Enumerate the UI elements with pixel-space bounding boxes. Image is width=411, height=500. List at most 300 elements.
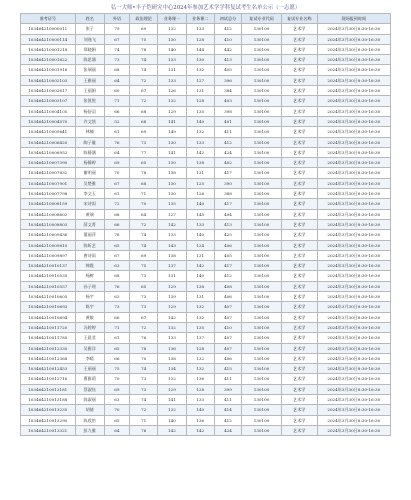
- subject-two-cell: 136: [186, 415, 214, 425]
- foreign-language-cell: 66: [104, 312, 129, 322]
- report-time-cell: 2024年3月30日8:30-16:30: [317, 302, 390, 312]
- subject-one-cell: 130: [158, 178, 186, 188]
- column-header: 外语: [104, 14, 129, 24]
- exam-id-cell: 103464210001622: [21, 55, 76, 65]
- subject-two-cell: 132: [186, 353, 214, 363]
- politics-cell: 76: [129, 333, 157, 343]
- name-cell: 陈淑丽: [75, 394, 104, 404]
- major-name-cell: 艺术学: [281, 116, 317, 126]
- subject-two-cell: 126: [186, 189, 214, 199]
- subject-one-cell: 137: [158, 261, 186, 271]
- major-name-cell: 艺术学: [281, 137, 317, 147]
- column-header: 初试总分: [214, 14, 241, 24]
- foreign-language-cell: 70: [104, 405, 129, 415]
- foreign-language-cell: 66: [104, 353, 129, 363]
- foreign-language-cell: 70: [104, 168, 129, 178]
- total-score-cell: 399: [214, 384, 241, 394]
- total-score-cell: 413: [214, 219, 241, 229]
- major-code-cell: 130100: [242, 106, 282, 116]
- report-time-cell: 2024年3月30日8:30-16:30: [317, 219, 390, 229]
- subject-two-cell: 127: [186, 75, 214, 85]
- total-score-cell: 417: [214, 168, 241, 178]
- report-time-cell: 2024年3月30日8:30-16:30: [317, 189, 390, 199]
- exam-id-cell: 103464210009897: [21, 250, 76, 260]
- politics-cell: 72: [129, 322, 157, 332]
- subject-one-cell: 132: [158, 96, 186, 106]
- major-name-cell: 艺术学: [281, 333, 317, 343]
- major-code-cell: 130100: [242, 353, 282, 363]
- table-row: [21, 292, 391, 302]
- major-name-cell: 艺术学: [281, 96, 317, 106]
- subject-one-cell: 130: [158, 34, 186, 44]
- name-cell: 薛文菁: [75, 219, 104, 229]
- subject-two-cell: 138: [186, 158, 214, 168]
- politics-cell: 71: [129, 415, 157, 425]
- subject-one-cell: 141: [158, 147, 186, 157]
- name-cell: 唐诗雨: [75, 250, 104, 260]
- foreign-language-cell: 68: [104, 209, 129, 219]
- name-cell: 陈思涵: [75, 55, 104, 65]
- subject-one-cell: 136: [158, 343, 186, 353]
- major-code-cell: 130100: [242, 415, 282, 425]
- subject-two-cell: 128: [186, 96, 214, 106]
- exam-id-cell: 103464210010694: [21, 312, 76, 322]
- subject-one-cell: 129: [158, 106, 186, 116]
- name-cell: 杨宇: [75, 292, 104, 302]
- table-row: [21, 230, 391, 240]
- politics-cell: 70: [129, 199, 157, 209]
- exam-id-cell: 103464210013235: [21, 405, 76, 415]
- subject-two-cell: 140: [186, 199, 214, 209]
- exam-id-cell: 103464210012368: [21, 353, 76, 363]
- exam-id-cell: 103464210013321: [21, 425, 76, 435]
- total-score-cell: 410: [214, 322, 241, 332]
- report-time-cell: 2024年3月30日8:30-16:30: [317, 96, 390, 106]
- politics-cell: 75: [129, 34, 157, 44]
- major-code-cell: 130100: [242, 168, 282, 178]
- foreign-language-cell: 75: [104, 364, 129, 374]
- politics-cell: 78: [129, 343, 157, 353]
- subject-two-cell: 131: [186, 86, 214, 96]
- subject-one-cell: 129: [158, 302, 186, 312]
- name-cell: 谢明丽: [75, 168, 104, 178]
- name-cell: 韩霞: [75, 261, 104, 271]
- major-name-cell: 艺术学: [281, 281, 317, 291]
- major-name-cell: 艺术学: [281, 44, 317, 54]
- subject-two-cell: 128: [186, 384, 214, 394]
- name-cell: 孙子瑶: [75, 281, 104, 291]
- subject-one-cell: 142: [158, 219, 186, 229]
- report-time-cell: 2024年3月30日8:30-16:30: [317, 425, 390, 435]
- exam-id-cell: 103464210001218: [21, 44, 76, 54]
- foreign-language-cell: 73: [104, 302, 129, 312]
- major-name-cell: 艺术学: [281, 343, 317, 353]
- subject-one-cell: 130: [158, 158, 186, 168]
- major-name-cell: 艺术学: [281, 292, 317, 302]
- politics-cell: 73: [129, 374, 157, 384]
- major-name-cell: 艺术学: [281, 312, 317, 322]
- table-row: [21, 415, 391, 425]
- foreign-language-cell: 69: [104, 384, 129, 394]
- politics-cell: 78: [129, 44, 157, 54]
- major-name-cell: 艺术学: [281, 261, 317, 271]
- table-row: [21, 271, 391, 281]
- subject-two-cell: 128: [186, 34, 214, 44]
- subject-one-cell: 132: [158, 322, 186, 332]
- major-name-cell: 艺术学: [281, 86, 317, 96]
- major-code-cell: 130100: [242, 333, 282, 343]
- major-name-cell: 艺术学: [281, 158, 317, 168]
- major-code-cell: 130100: [242, 250, 282, 260]
- politics-cell: 68: [129, 116, 157, 126]
- foreign-language-cell: 79: [104, 24, 129, 34]
- major-name-cell: 艺术学: [281, 353, 317, 363]
- table-row: [21, 364, 391, 374]
- politics-cell: 69: [129, 250, 157, 260]
- exam-id-cell: 103464210010557: [21, 281, 76, 291]
- foreign-language-cell: 66: [104, 106, 129, 116]
- foreign-language-cell: 61: [104, 189, 129, 199]
- major-code-cell: 130100: [242, 384, 282, 394]
- report-time-cell: 2024年3月30日8:30-16:30: [317, 65, 390, 75]
- total-score-cell: 407: [214, 312, 241, 322]
- table-header-row: [21, 14, 391, 24]
- table-row: [21, 168, 391, 178]
- exam-id-cell: 103464210011785: [21, 333, 76, 343]
- subject-two-cell: 140: [186, 230, 214, 240]
- subject-one-cell: 141: [158, 116, 186, 126]
- column-header: 复试专业代码: [242, 14, 282, 24]
- exam-id-cell: 103464210006420: [21, 137, 76, 147]
- foreign-language-cell: 64: [104, 147, 129, 157]
- major-name-cell: 艺术学: [281, 147, 317, 157]
- foreign-language-cell: 76: [104, 281, 129, 291]
- name-cell: 杨舒羽: [75, 106, 104, 116]
- exam-id-cell: 103464210000114: [21, 34, 76, 44]
- table-row: [21, 199, 391, 209]
- subject-one-cell: 127: [158, 209, 186, 219]
- subject-one-cell: 139: [158, 292, 186, 302]
- major-name-cell: 艺术学: [281, 168, 317, 178]
- politics-cell: 72: [129, 96, 157, 106]
- major-name-cell: 艺术学: [281, 189, 317, 199]
- total-score-cell: 407: [214, 333, 241, 343]
- report-time-cell: 2024年3月30日8:30-16:30: [317, 106, 390, 116]
- report-time-cell: 2024年3月30日8:30-16:30: [317, 261, 390, 271]
- subject-two-cell: 140: [186, 271, 214, 281]
- major-code-cell: 130100: [242, 55, 282, 65]
- subject-two-cell: 133: [186, 24, 214, 34]
- subject-one-cell: 133: [158, 333, 186, 343]
- exam-id-cell: 103464210012330: [21, 343, 76, 353]
- major-code-cell: 130100: [242, 281, 282, 291]
- name-cell: 黄敏: [75, 312, 104, 322]
- major-code-cell: 130100: [242, 292, 282, 302]
- report-time-cell: 2024年3月30日8:30-16:30: [317, 405, 390, 415]
- report-time-cell: 2024年3月30日8:30-16:30: [317, 199, 390, 209]
- report-time-cell: 2024年3月30日8:30-16:30: [317, 292, 390, 302]
- subject-two-cell: 142: [186, 147, 214, 157]
- subject-two-cell: 132: [186, 364, 214, 374]
- subject-two-cell: 132: [186, 65, 214, 75]
- table-row: [21, 261, 391, 271]
- subject-two-cell: 140: [186, 405, 214, 415]
- column-header: 业务课一: [158, 14, 186, 24]
- major-code-cell: 130100: [242, 364, 282, 374]
- report-time-cell: 2024年3月30日8:30-16:30: [317, 230, 390, 240]
- exam-id-cell: 103464210009436: [21, 230, 76, 240]
- exam-id-cell: 103464210008602: [21, 209, 76, 219]
- total-score-cell: 412: [214, 271, 241, 281]
- exam-id-cell: 103464210009810: [21, 240, 76, 250]
- subject-one-cell: 133: [158, 55, 186, 65]
- major-name-cell: 艺术学: [281, 302, 317, 312]
- subject-one-cell: 138: [158, 168, 186, 178]
- subject-two-cell: 138: [186, 281, 214, 291]
- report-time-cell: 2024年3月30日8:30-16:30: [317, 178, 390, 188]
- politics-cell: 74: [129, 65, 157, 75]
- subject-one-cell: 132: [158, 405, 186, 415]
- exam-id-cell: 103464210010693: [21, 302, 76, 312]
- subject-one-cell: 129: [158, 384, 186, 394]
- total-score-cell: 406: [214, 292, 241, 302]
- total-score-cell: 424: [214, 147, 241, 157]
- name-cell: 李晴: [75, 353, 104, 363]
- foreign-language-cell: 74: [104, 44, 129, 54]
- major-code-cell: 130100: [242, 75, 282, 85]
- table-row: [21, 96, 391, 106]
- exam-id-cell: 103464210013188: [21, 394, 76, 404]
- major-code-cell: 130100: [242, 137, 282, 147]
- major-name-cell: 艺术学: [281, 178, 317, 188]
- major-name-cell: 艺术学: [281, 271, 317, 281]
- politics-cell: 68: [129, 106, 157, 116]
- total-score-cell: 414: [214, 405, 241, 415]
- major-name-cell: 艺术学: [281, 106, 317, 116]
- major-code-cell: 130100: [242, 44, 282, 54]
- major-code-cell: 130100: [242, 230, 282, 240]
- table-row: [21, 86, 391, 96]
- name-cell: 吴雅洋: [75, 343, 104, 353]
- exam-id-cell: 103464210007390: [21, 158, 76, 168]
- report-time-cell: 2024年3月30日8:30-16:30: [317, 34, 390, 44]
- table-row: [21, 281, 391, 291]
- name-cell: 陶子璇: [75, 137, 104, 147]
- politics-cell: 74: [129, 364, 157, 374]
- subject-two-cell: 132: [186, 312, 214, 322]
- major-code-cell: 130100: [242, 24, 282, 34]
- report-time-cell: 2024年3月30日8:30-16:30: [317, 86, 390, 96]
- exam-id-cell: 103464210012453: [21, 364, 76, 374]
- politics-cell: 69: [129, 127, 157, 137]
- total-score-cell: 401: [214, 116, 241, 126]
- table-row: [21, 137, 391, 147]
- subject-two-cell: 137: [186, 333, 214, 343]
- name-cell: 王丽丽: [75, 364, 104, 374]
- exam-id-cell: 103464210013181: [21, 384, 76, 394]
- major-name-cell: 艺术学: [281, 250, 317, 260]
- foreign-language-cell: 70: [104, 374, 129, 384]
- table-row: [21, 312, 391, 322]
- total-score-cell: 411: [214, 127, 241, 137]
- name-cell: 杨树: [75, 271, 104, 281]
- subject-one-cell: 138: [158, 353, 186, 363]
- name-cell: 蔡淑钰: [75, 384, 104, 394]
- report-time-cell: 2024年3月30日8:30-16:30: [317, 44, 390, 54]
- report-time-cell: 2024年3月30日8:30-16:30: [317, 353, 390, 363]
- subject-one-cell: 131: [158, 271, 186, 281]
- politics-cell: 75: [129, 261, 157, 271]
- table-row: [21, 24, 391, 34]
- major-code-cell: 130100: [242, 394, 282, 404]
- total-score-cell: 406: [214, 240, 241, 250]
- major-name-cell: 艺术学: [281, 127, 317, 137]
- subject-one-cell: 130: [158, 137, 186, 147]
- name-cell: 陈昕艺: [75, 240, 104, 250]
- column-header: 业务课二: [186, 14, 214, 24]
- table-row: [21, 65, 391, 75]
- total-score-cell: 402: [214, 158, 241, 168]
- major-code-cell: 130100: [242, 199, 282, 209]
- subject-two-cell: 128: [186, 343, 214, 353]
- politics-cell: 67: [129, 86, 157, 96]
- politics-cell: 65: [129, 281, 157, 291]
- total-score-cell: 404: [214, 209, 241, 219]
- politics-cell: 70: [129, 353, 157, 363]
- table-row: [21, 44, 391, 54]
- total-score-cell: 412: [214, 137, 241, 147]
- total-score-cell: 417: [214, 261, 241, 271]
- total-score-cell: 410: [214, 34, 241, 44]
- report-time-cell: 2024年3月30日8:30-16:30: [317, 116, 390, 126]
- exam-id-cell: 103464210002617: [21, 86, 76, 96]
- major-code-cell: 130100: [242, 178, 282, 188]
- foreign-language-cell: 78: [104, 230, 129, 240]
- major-code-cell: 130100: [242, 34, 282, 44]
- name-cell: 宋诗雨: [75, 199, 104, 209]
- report-time-cell: 2024年3月30日8:30-16:30: [317, 168, 390, 178]
- major-name-cell: 艺术学: [281, 405, 317, 415]
- table-row: [21, 384, 391, 394]
- table-row: [21, 116, 391, 126]
- politics-cell: 73: [129, 384, 157, 394]
- exam-id-cell: 103464210006952: [21, 147, 76, 157]
- total-score-cell: 403: [214, 96, 241, 106]
- major-code-cell: 130100: [242, 302, 282, 312]
- foreign-language-cell: 63: [104, 261, 129, 271]
- total-score-cell: 442: [214, 44, 241, 54]
- table-row: [21, 106, 391, 116]
- subject-one-cell: 130: [158, 189, 186, 199]
- major-name-cell: 艺术学: [281, 24, 317, 34]
- subject-one-cell: 138: [158, 250, 186, 260]
- exam-id-cell: 103464210012716: [21, 374, 76, 384]
- name-cell: 董丽萍: [75, 230, 104, 240]
- total-score-cell: 384: [214, 86, 241, 96]
- report-time-cell: 2024年3月30日8:30-16:30: [317, 374, 390, 384]
- name-cell: 张凯悦: [75, 96, 104, 106]
- subject-two-cell: 131: [186, 292, 214, 302]
- foreign-language-cell: 67: [104, 34, 129, 44]
- major-code-cell: 130100: [242, 374, 282, 384]
- table-row: [21, 425, 391, 435]
- major-name-cell: 艺术学: [281, 240, 317, 250]
- name-cell: 陈静涵: [75, 147, 104, 157]
- table-row: [21, 353, 391, 363]
- politics-cell: 65: [129, 158, 157, 168]
- column-header: 政治理论: [129, 14, 157, 24]
- subject-one-cell: 134: [158, 364, 186, 374]
- table-row: [21, 302, 391, 312]
- foreign-language-cell: 64: [104, 75, 129, 85]
- subject-one-cell: 133: [158, 230, 186, 240]
- total-score-cell: 412: [214, 24, 241, 34]
- major-code-cell: 130100: [242, 219, 282, 229]
- total-score-cell: 398: [214, 106, 241, 116]
- report-time-cell: 2024年3月30日8:30-16:30: [317, 250, 390, 260]
- table-row: [21, 209, 391, 219]
- exam-id-cell: 103464210010605: [21, 292, 76, 302]
- foreign-language-cell: 61: [104, 127, 129, 137]
- total-score-cell: 407: [214, 343, 241, 353]
- table-row: [21, 405, 391, 415]
- foreign-language-cell: 63: [104, 394, 129, 404]
- report-time-cell: 2024年3月30日8:30-16:30: [317, 24, 390, 34]
- name-cell: 郑晓娟: [75, 44, 104, 54]
- exam-id-cell: 103464210010535: [21, 271, 76, 281]
- report-time-cell: 2024年3月30日8:30-16:30: [317, 209, 390, 219]
- report-time-cell: 2024年3月30日8:30-16:30: [317, 364, 390, 374]
- name-cell: 李文玉: [75, 189, 104, 199]
- table-row: [21, 178, 391, 188]
- total-score-cell: 415: [214, 364, 241, 374]
- major-name-cell: 艺术学: [281, 209, 317, 219]
- name-cell: 胡倩: [75, 405, 104, 415]
- name-cell: 张子: [75, 24, 104, 34]
- total-score-cell: 425: [214, 230, 241, 240]
- subject-one-cell: 143: [158, 240, 186, 250]
- total-score-cell: 407: [214, 302, 241, 312]
- subject-two-cell: 124: [186, 240, 214, 250]
- foreign-language-cell: 68: [104, 65, 129, 75]
- politics-cell: 72: [129, 405, 157, 415]
- politics-cell: 74: [129, 55, 157, 65]
- exam-id-cell: 103464210011720: [21, 322, 76, 332]
- subject-two-cell: 140: [186, 116, 214, 126]
- politics-cell: 73: [129, 292, 157, 302]
- major-code-cell: 130100: [242, 312, 282, 322]
- name-cell: 吴楚雅: [75, 178, 104, 188]
- foreign-language-cell: 69: [104, 158, 129, 168]
- total-score-cell: 405: [214, 65, 241, 75]
- total-score-cell: 424: [214, 425, 241, 435]
- report-time-cell: 2024年3月30日8:30-16:30: [317, 394, 390, 404]
- table-row: [21, 343, 391, 353]
- exam-id-cell: 103464210003107: [21, 96, 76, 106]
- subject-two-cell: 132: [186, 127, 214, 137]
- name-cell: 陈宇: [75, 302, 104, 312]
- name-cell: 许文凯: [75, 116, 104, 126]
- subject-two-cell: 135: [186, 322, 214, 332]
- major-code-cell: 130100: [242, 158, 282, 168]
- major-name-cell: 艺术学: [281, 322, 317, 332]
- major-code-cell: 130100: [242, 116, 282, 126]
- name-cell: 张瑞丽: [75, 65, 104, 75]
- major-name-cell: 艺术学: [281, 65, 317, 75]
- table-row: [21, 322, 391, 332]
- foreign-language-cell: 63: [104, 292, 129, 302]
- foreign-language-cell: 67: [104, 250, 129, 260]
